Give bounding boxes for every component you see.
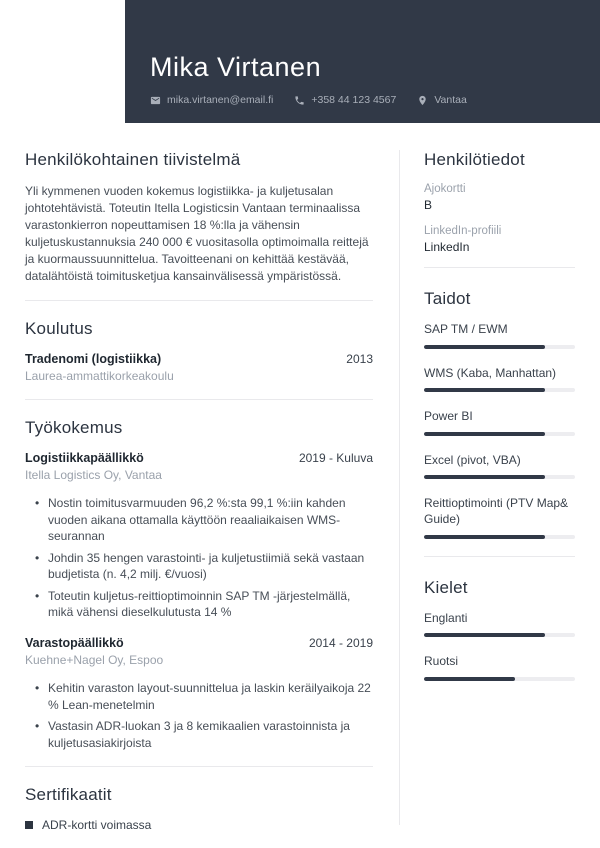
skill-bar-track	[424, 535, 575, 539]
section-title-certifications: Sertifikaatit	[25, 785, 112, 805]
square-bullet-icon	[25, 821, 33, 829]
skill-name: Excel (pivot, VBA)	[424, 452, 521, 467]
phone-text: +358 44 123 4567	[311, 94, 397, 106]
job-entry-head	[25, 451, 373, 465]
skill-bar-fill	[424, 345, 545, 349]
person-name: Mika Virtanen	[150, 52, 322, 82]
skill-item	[424, 322, 575, 349]
section-divider	[424, 556, 575, 557]
contact-row	[150, 94, 580, 106]
school-name: Laurea-ammattikorkeakoulu	[25, 369, 174, 384]
field-label: Ajokortti	[424, 183, 466, 195]
contact-phone	[294, 94, 396, 106]
job-bullet: • Kehitin varaston layout-suunnittelua ja laskin keräilyaikoja 22 % Lean-menetelmin	[25, 680, 373, 713]
skill-bar-fill	[424, 475, 545, 479]
job-bullet: • Johdin 35 hengen varastointi- ja kuljetustiimiä sekä vastaan budjetista (n. 4,2 milj. €/vuosi)	[25, 550, 373, 583]
skill-bar-track	[424, 475, 575, 479]
phone-icon	[294, 95, 305, 106]
section-title-languages: Kielet	[424, 577, 468, 597]
skill-name: Reittioptimointi (PTV Map& Guide)	[424, 496, 569, 526]
skill-bar-fill	[424, 388, 545, 392]
section-title-summary: Henkilökohtainen tiivistelmä	[25, 150, 241, 169]
skill-item	[424, 453, 575, 480]
section-divider	[25, 300, 373, 301]
field-value: B	[424, 198, 433, 212]
language-name: Ruotsi	[424, 654, 459, 669]
resume-header	[125, 0, 600, 123]
contact-email	[150, 94, 273, 106]
job-period: 2019 - Kuluva	[298, 451, 373, 466]
envelope-icon	[150, 95, 161, 106]
language-item	[424, 654, 575, 681]
skill-name: WMS (Kaba, Manhattan)	[424, 365, 557, 380]
job-entry	[25, 451, 373, 621]
degree-year: 2013	[346, 352, 373, 367]
contact-location	[417, 94, 467, 106]
job-entry	[25, 636, 373, 751]
skill-item	[424, 409, 575, 436]
job-role: Logistiikkapäällikkö	[25, 451, 144, 466]
job-bullet: • Toteutin kuljetus-reittioptimoinnin SAP TM -järjestelmällä, mikä vähensi dieselkulutusta 14 %	[25, 588, 373, 621]
skill-item	[424, 366, 575, 393]
job-bullet-list	[25, 680, 373, 751]
personal-field	[424, 225, 575, 254]
personal-field	[424, 183, 575, 212]
degree-title: Tradenomi (logistiikka)	[25, 352, 162, 367]
language-bar-fill	[424, 633, 545, 637]
section-title-education: Koulutus	[25, 319, 93, 339]
location-text: Vantaa	[434, 94, 467, 106]
skill-name: SAP TM / EWM	[424, 322, 508, 336]
section-title-skills: Taidot	[424, 289, 471, 308]
skill-bar-track	[424, 388, 575, 392]
language-bar-track	[424, 677, 575, 681]
language-item	[424, 611, 575, 638]
section-divider	[25, 399, 373, 400]
job-bullet: • Vastasin ADR-luokan 3 ja 8 kemikaalien varastoinnista ja kuljetusasiakirjoista	[25, 718, 373, 751]
job-company: Kuehne+Nagel Oy, Espoo	[25, 653, 164, 668]
job-role: Varastopäällikkö	[25, 636, 124, 651]
summary-text: Yli kymmenen vuoden kokemus logistiikka- ja kuljetusalan johtotehtävistä. Toteutin Itella Logisticsin Vantaan terminaalissa varastonkierron nopeuttamisen 18 %:lla ja vähensin kuljetuskustannuksia 240 000 € vuositasolla optimoimalla reittejä ja kuormaussuunnittelua. Tavoitteenani on kehittää kestävää, datalähtöistä toimitusketjua kansainvälisessä ympäristössä.	[25, 184, 369, 284]
job-company: Itella Logistics Oy, Vantaa	[25, 468, 162, 483]
certification-text: ADR-kortti voimassa	[42, 818, 152, 833]
skill-item	[424, 496, 575, 538]
education-entry-head	[25, 352, 373, 366]
education-entry	[25, 352, 373, 383]
job-bullet: • Nostin toimitusvarmuuden 96,2 %:sta 99,1 %:iin kahden vuoden aikana ottamalla käyttöön reaaliaikaisen WMS-seurannan	[25, 495, 373, 545]
location-pin-icon	[417, 95, 428, 106]
section-title-personal: Henkilötiedot	[424, 150, 525, 169]
main-column	[25, 150, 399, 833]
job-entry-head	[25, 636, 373, 650]
section-title-experience: Työkokemus	[25, 418, 123, 438]
certification-item	[25, 818, 373, 832]
skill-bar-track	[424, 432, 575, 436]
email-text: mika.virtanen@email.fi	[167, 94, 274, 106]
resume-body	[25, 150, 600, 833]
job-bullet-list	[25, 495, 373, 621]
language-bar-track	[424, 633, 575, 637]
language-bar-fill	[424, 677, 515, 681]
skill-bar-fill	[424, 535, 545, 539]
field-label: LinkedIn-profiili	[424, 225, 502, 237]
skill-bar-fill	[424, 432, 545, 436]
job-period: 2014 - 2019	[308, 636, 373, 651]
section-divider	[25, 766, 373, 767]
field-value: LinkedIn	[424, 240, 470, 254]
section-divider	[424, 267, 575, 268]
sidebar-column	[399, 150, 575, 825]
language-name: Englanti	[424, 610, 468, 625]
skill-bar-track	[424, 345, 575, 349]
skill-name: Power BI	[424, 409, 473, 424]
